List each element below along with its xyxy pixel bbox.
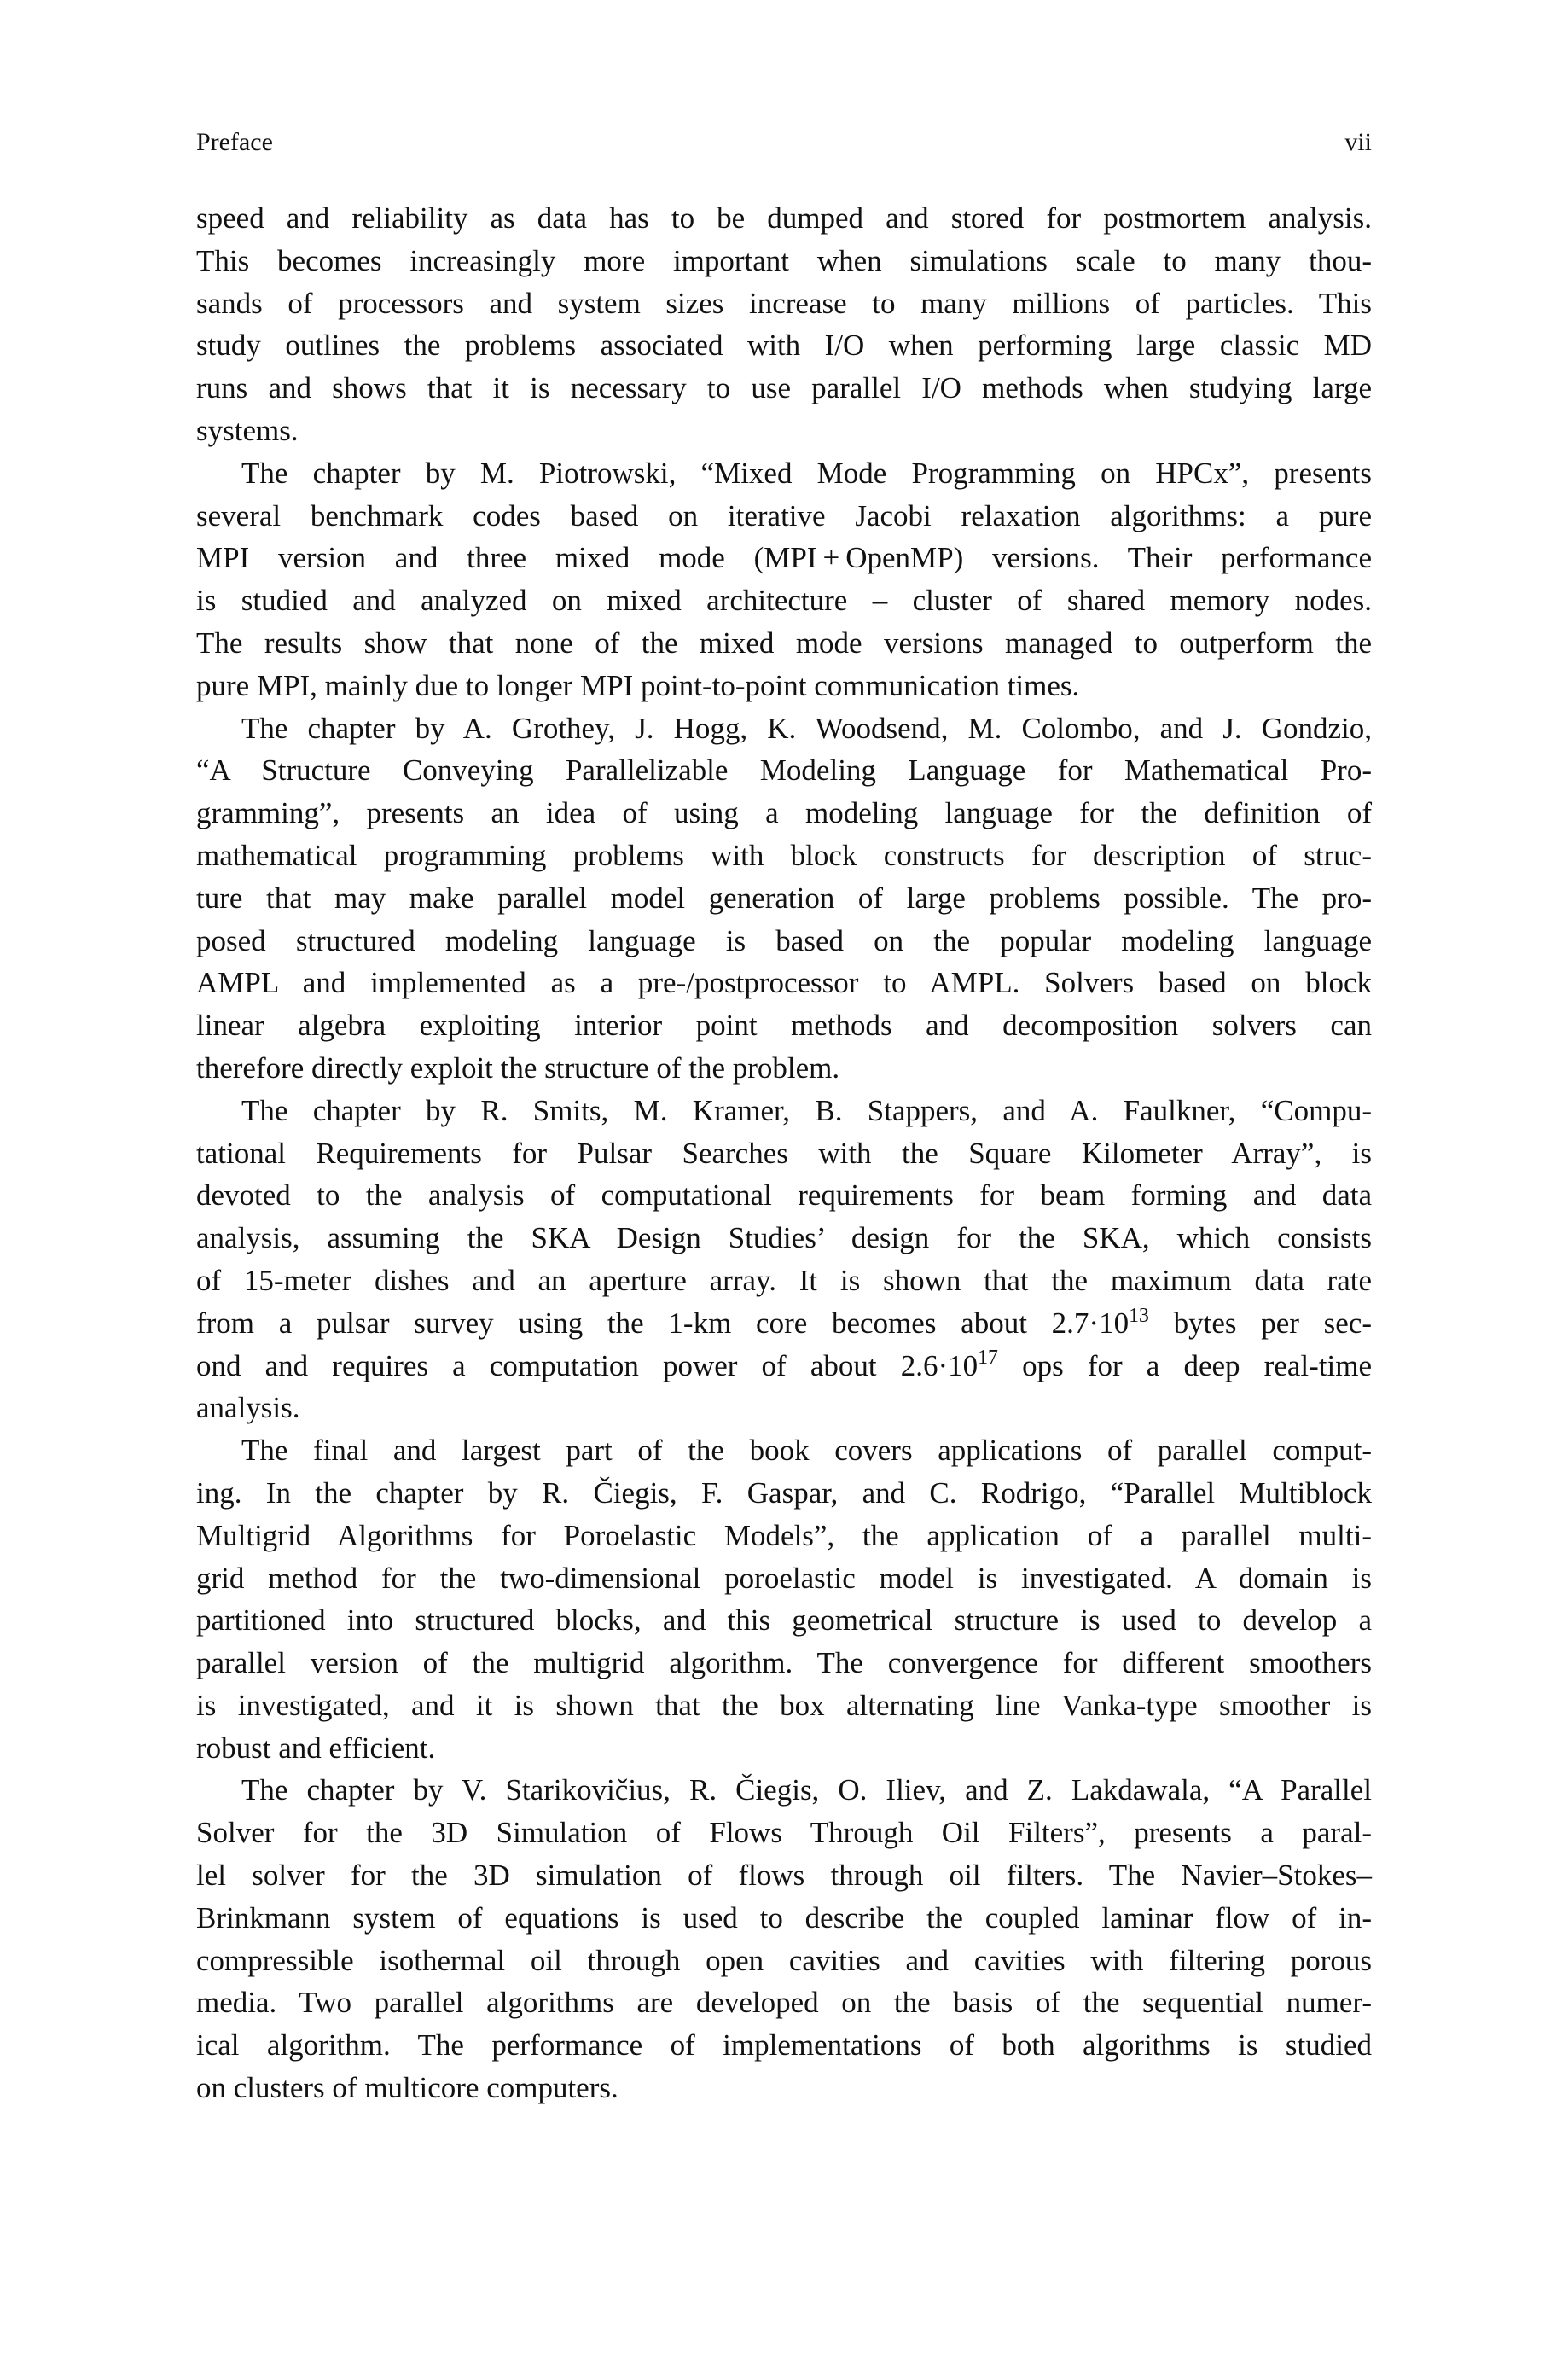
text-line: systems. [196, 413, 299, 447]
text-line: sands of processors and system sizes increase to many millions of particles. This [196, 286, 1372, 320]
paragraph [196, 1429, 1372, 1769]
paragraph [196, 197, 1372, 452]
text-line: Solver for the 3D Simulation of Flows Through Oil Filters”, presents a paral- [196, 1816, 1372, 1850]
text-line: speed and reliability as data has to be dumped and stored for postmortem analysis. [196, 201, 1372, 235]
text-line: The chapter by A. Grothey, J. Hogg, K. Woodsend, M. Colombo, and J. Gondzio, [241, 711, 1372, 745]
text-line: mathematical programming problems with block constructs for description of struc- [196, 838, 1372, 872]
text-line: pure MPI, mainly due to longer MPI point-to-point communication times. [196, 668, 1080, 702]
text-line: devoted to the analysis of computational requirements for beam forming and data [196, 1178, 1372, 1213]
text-line: analysis. [196, 1391, 300, 1425]
text-line: several benchmark codes based on iterative Jacobi relaxation algorithms: a pure [196, 498, 1372, 532]
text-line: The final and largest part of the book covers applications of parallel comput- [241, 1434, 1372, 1468]
paragraph [196, 1090, 1372, 1429]
text-line: from a pulsar survey using the 1-km core becomes about $2.7\cdot 10^{13}$ bytes per sec- [196, 1304, 1372, 1340]
text-line: gramming”, presents an idea of using a modeling language for the definition of [196, 796, 1372, 830]
text-line: The chapter by M. Piotrowski, “Mixed Mode Programming on HPCx”, presents [241, 456, 1372, 490]
text-line: ond and requires a computation power of about $2.6\cdot 10^{17}$ ops for a deep real-time [196, 1347, 1372, 1382]
text-line: robust and efficient. [196, 1731, 436, 1765]
text-line: AMPL and implemented as a pre-/postprocessor to AMPL. Solvers based on block [196, 966, 1372, 1000]
superscript-exponent: 13 [1129, 1304, 1149, 1327]
text-line: is investigated, and it is shown that the box alternating line Vanka-type smoother is [196, 1688, 1372, 1722]
text-line: study outlines the problems associated with I/O when performing large classic MD [196, 329, 1372, 363]
text-line: MPI version and three mixed mode (MPI + OpenMP) versions. Their performance [196, 541, 1372, 575]
paragraph [196, 452, 1372, 707]
page-number: vii [1344, 128, 1372, 156]
text-line: lel solver for the 3D simulation of flows through oil filters. The Navier–Stokes– [196, 1859, 1372, 1893]
running-head [196, 125, 1372, 160]
text-line: is studied and analyzed on mixed architecture – cluster of shared memory nodes. [196, 584, 1372, 618]
text-line: linear algebra exploiting interior point methods and decomposition solvers can [196, 1009, 1372, 1043]
text-line: parallel version of the multigrid algorithm. The convergence for different smoothers [196, 1646, 1372, 1680]
text-line: partitioned into structured blocks, and this geometrical structure is used to develop a [196, 1603, 1372, 1638]
text-line: The chapter by R. Smits, M. Kramer, B. Stappers, and A. Faulkner, “Compu- [241, 1093, 1372, 1127]
text-line: runs and shows that it is necessary to use parallel I/O methods when studying large [196, 371, 1372, 405]
text-line: ical algorithm. The performance of implementations of both algorithms is studied [196, 2028, 1372, 2063]
text-line: Multigrid Algorithms for Poroelastic Models”, the application of a parallel multi- [196, 1518, 1372, 1552]
text-line: ing. In the chapter by R. Čiegis, F. Gaspar, and C. Rodrigo, “Parallel Multiblock [196, 1475, 1372, 1510]
text-line: analysis, assuming the SKA Design Studies’ design for the SKA, which consists [196, 1221, 1372, 1255]
paragraph [196, 707, 1372, 1090]
text-line: Brinkmann system of equations is used to describe the coupled laminar flow of in- [196, 1900, 1372, 1935]
text-line: tational Requirements for Pulsar Searches with the Square Kilometer Array”, is [196, 1136, 1372, 1170]
section-title: Preface [196, 128, 273, 156]
text-line: posed structured modeling language is based on the popular modeling language [196, 923, 1372, 957]
text-line: on clusters of multicore computers. [196, 2071, 618, 2105]
paragraph [196, 1769, 1372, 2109]
superscript-exponent: 17 [978, 1347, 998, 1370]
text-line: ture that may make parallel model generation of large problems possible. The pro- [196, 881, 1372, 915]
text-line: compressible isothermal oil through open cavities and cavities with filtering porous [196, 1943, 1372, 1977]
body-text [196, 197, 1372, 2109]
text-line: “A Structure Conveying Parallelizable Modeling Language for Mathematical Pro- [196, 753, 1372, 788]
text-line: The chapter by V. Starikovičius, R. Čiegis, O. Iliev, and Z. Lakdawala, “A Parallel [241, 1773, 1372, 1807]
text-line: grid method for the two-dimensional poroelastic model is investigated. A domain is [196, 1561, 1372, 1595]
text-line: media. Two parallel algorithms are developed on the basis of the sequential numer- [196, 1986, 1372, 2020]
text-line: The results show that none of the mixed mode versions managed to outperform the [196, 625, 1372, 660]
text-line: of 15-meter dishes and an aperture array. It is shown that the maximum data rate [196, 1263, 1372, 1297]
text-line: This becomes increasingly more important when simulations scale to many thou- [196, 243, 1372, 277]
text-line: therefore directly exploit the structure of the problem. [196, 1050, 840, 1085]
